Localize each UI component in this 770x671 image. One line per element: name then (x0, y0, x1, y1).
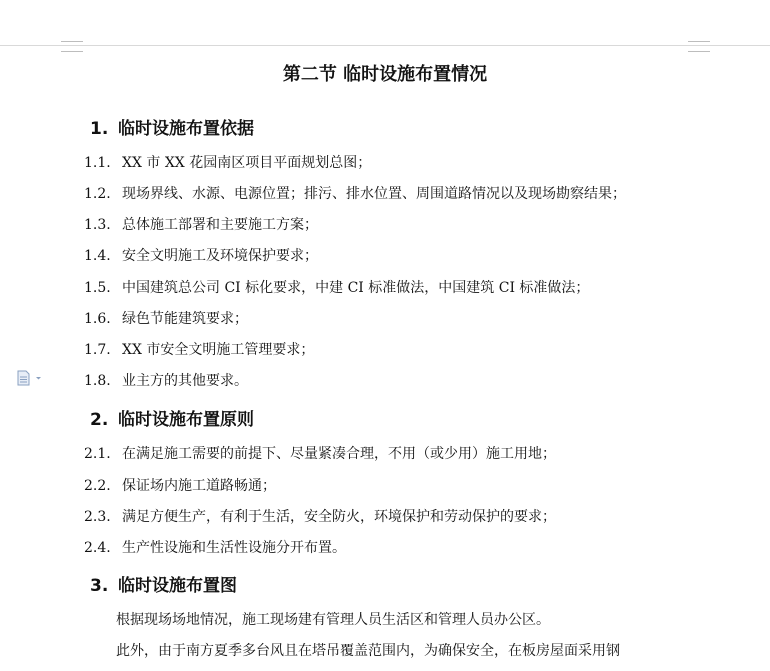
item-number: 2.4. (84, 540, 111, 556)
heading-text: 临时设施布置依据 (118, 119, 254, 139)
list-item (84, 183, 626, 203)
list-item (84, 506, 556, 526)
item-text: 业主方的其他要求。 (122, 373, 248, 389)
item-number: 2.1. (84, 446, 111, 462)
heading-text: 临时设施布置原则 (118, 410, 254, 430)
paragraph-options-icon[interactable] (17, 370, 43, 386)
item-number: 1.4. (84, 248, 111, 264)
item-text: 安全文明施工及环境保护要求； (122, 248, 318, 264)
item-text: 满足方便生产，有利于生活，安全防火，环境保护和劳动保护的要求； (122, 509, 556, 525)
item-number: 1.2. (84, 186, 111, 202)
item-text: 现场界线、水源、电源位置；排污、排水位置、周围道路情况以及现场勘察结果； (122, 186, 626, 202)
item-number: 1.6. (84, 311, 111, 327)
heading-text: 临时设施布置图 (118, 576, 237, 596)
item-text: 总体施工部署和主要施工方案； (122, 217, 318, 233)
item-number: 1.3. (84, 217, 111, 233)
item-number: 2.3. (84, 509, 111, 525)
item-number: 1.7. (84, 342, 111, 358)
left-margin-marker (61, 41, 83, 52)
list-item (84, 152, 371, 172)
section-title: 第二节 临时设施布置情况 (282, 64, 488, 85)
heading-1 (90, 405, 254, 430)
list-item (84, 443, 556, 463)
item-text: XX 市安全文明施工管理要求； (122, 342, 315, 358)
item-number: 1.1. (84, 155, 111, 171)
item-text: XX 市 XX 花园南区项目平面规划总图； (122, 155, 372, 171)
item-number: 2.2. (84, 478, 111, 494)
item-text: 绿色节能建筑要求； (122, 311, 248, 327)
body-paragraph: 此外，由于南方夏季多台风且在塔吊覆盖范围内，为确保安全，在板房屋面采用钢 (116, 643, 620, 659)
list-item (84, 277, 589, 297)
page-top-edge (0, 45, 770, 46)
item-text: 在满足施工需要的前提下、尽量紧凑合理，不用（或少用）施工用地； (122, 446, 556, 462)
heading-1 (90, 571, 237, 596)
list-item (84, 308, 248, 328)
item-text: 保证场内施工道路畅通； (122, 478, 276, 494)
list-item (84, 370, 248, 390)
list-item (84, 214, 318, 234)
item-text: 中国建筑总公司 CI 标化要求，中建 CI 标准做法，中国建筑 CI 标准做法； (122, 280, 590, 296)
body-paragraph: 根据现场场地情况，施工现场建有管理人员生活区和管理人员办公区。 (116, 612, 550, 628)
item-text: 生产性设施和生活性设施分开布置。 (122, 540, 346, 556)
heading-number: 2. (90, 410, 109, 430)
heading-1 (90, 114, 254, 139)
list-item (84, 245, 318, 265)
item-number: 1.8. (84, 373, 111, 389)
list-item (84, 537, 346, 557)
list-item (84, 339, 314, 359)
list-item (84, 475, 276, 495)
right-margin-marker (688, 41, 710, 52)
heading-number: 1. (90, 119, 109, 139)
heading-number: 3. (90, 576, 109, 596)
item-number: 1.5. (84, 280, 111, 296)
